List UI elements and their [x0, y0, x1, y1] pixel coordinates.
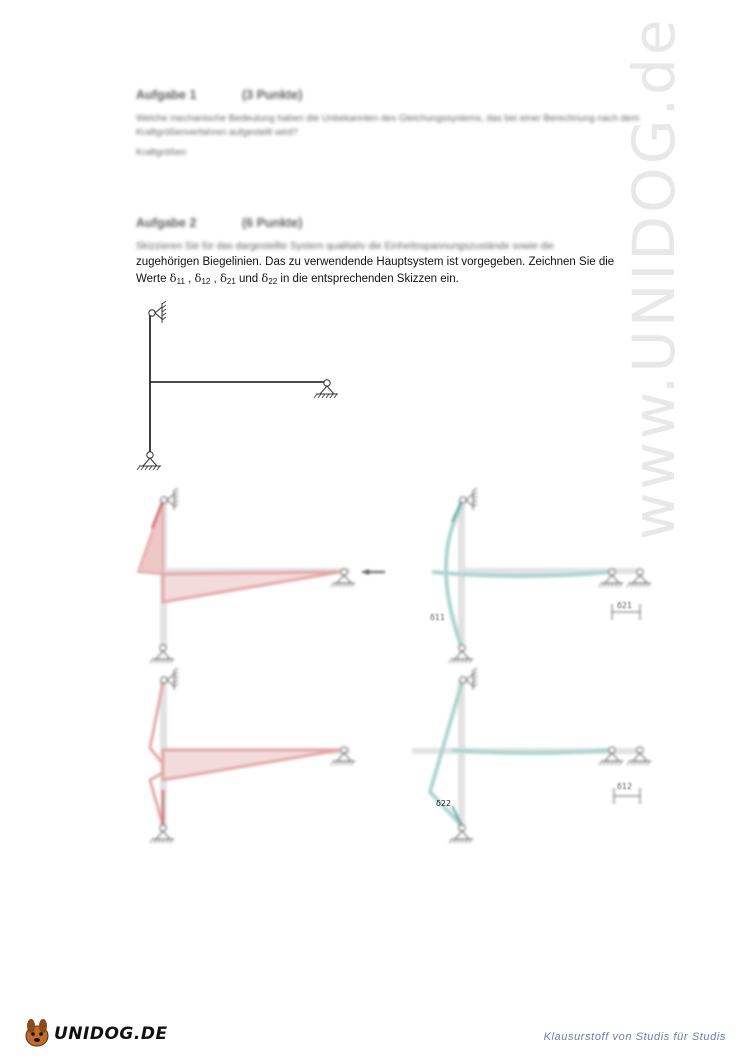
sub-11: 11 [176, 277, 185, 286]
logo-text: UNIDOG.DE [54, 1024, 168, 1044]
sketch-state-1-moment [138, 488, 385, 663]
delta-symbol: δ [194, 271, 202, 285]
delta-symbol: δ [219, 271, 227, 285]
task2-line3-prefix: Werte [136, 273, 170, 285]
unidog-logo [22, 1016, 168, 1050]
main-frame [137, 301, 338, 470]
task1-question: Welche mechanische Bedeutung haben die Unbekannten des Gleichungssystems, das bei einer Berechnung nach dem Kraftgrößenverfahren aufgestellt wird? [136, 113, 640, 138]
delta-symbol: δ [169, 271, 177, 285]
label-d12: δ12 [617, 782, 633, 791]
task2-points: (6 Punkte) [242, 216, 303, 230]
bottom-pin-support-icon [137, 452, 161, 470]
sketch-state-1-deflection [432, 488, 651, 663]
task2-line3-suffix: in die entsprechenden Skizzen ein. [277, 273, 459, 285]
sep-1: , [184, 273, 195, 285]
task1-answer: Kraftgrößen [136, 147, 187, 158]
delta-symbol: δ [261, 271, 269, 285]
task2-title: Aufgabe 2 [136, 216, 197, 230]
dog-mascot-icon [22, 1016, 52, 1048]
sketch-state-2-moment [150, 668, 355, 843]
task2-line2: zugehörigen Biegelinien. Das zu verwendende Hauptsystem ist vorgegeben. Zeichnen Sie die [136, 256, 615, 268]
label-d11: δ11 [430, 613, 446, 622]
sketch-state-2-deflection [412, 668, 651, 843]
label-d21: δ21 [617, 601, 633, 610]
label-d22: δ22 [436, 799, 452, 808]
sep-2: , [210, 273, 220, 285]
task1-points: (3 Punkte) [242, 88, 303, 102]
task2-line1: Skizzieren Sie für das dargestellte System qualitativ die Einheitsspannungszustände sowie die [136, 241, 555, 252]
top-wall-support-icon [149, 301, 166, 323]
sub-12: 12 [201, 277, 211, 286]
watermark-text: www.UNIDOG.de [620, 16, 688, 540]
footer-tagline: Klausurstoff von Studis für Studis [543, 1031, 726, 1043]
task1-title: Aufgabe 1 [136, 88, 197, 102]
sub-21: 21 [226, 277, 236, 286]
und-word: und [235, 273, 262, 285]
sub-22: 22 [268, 277, 278, 286]
